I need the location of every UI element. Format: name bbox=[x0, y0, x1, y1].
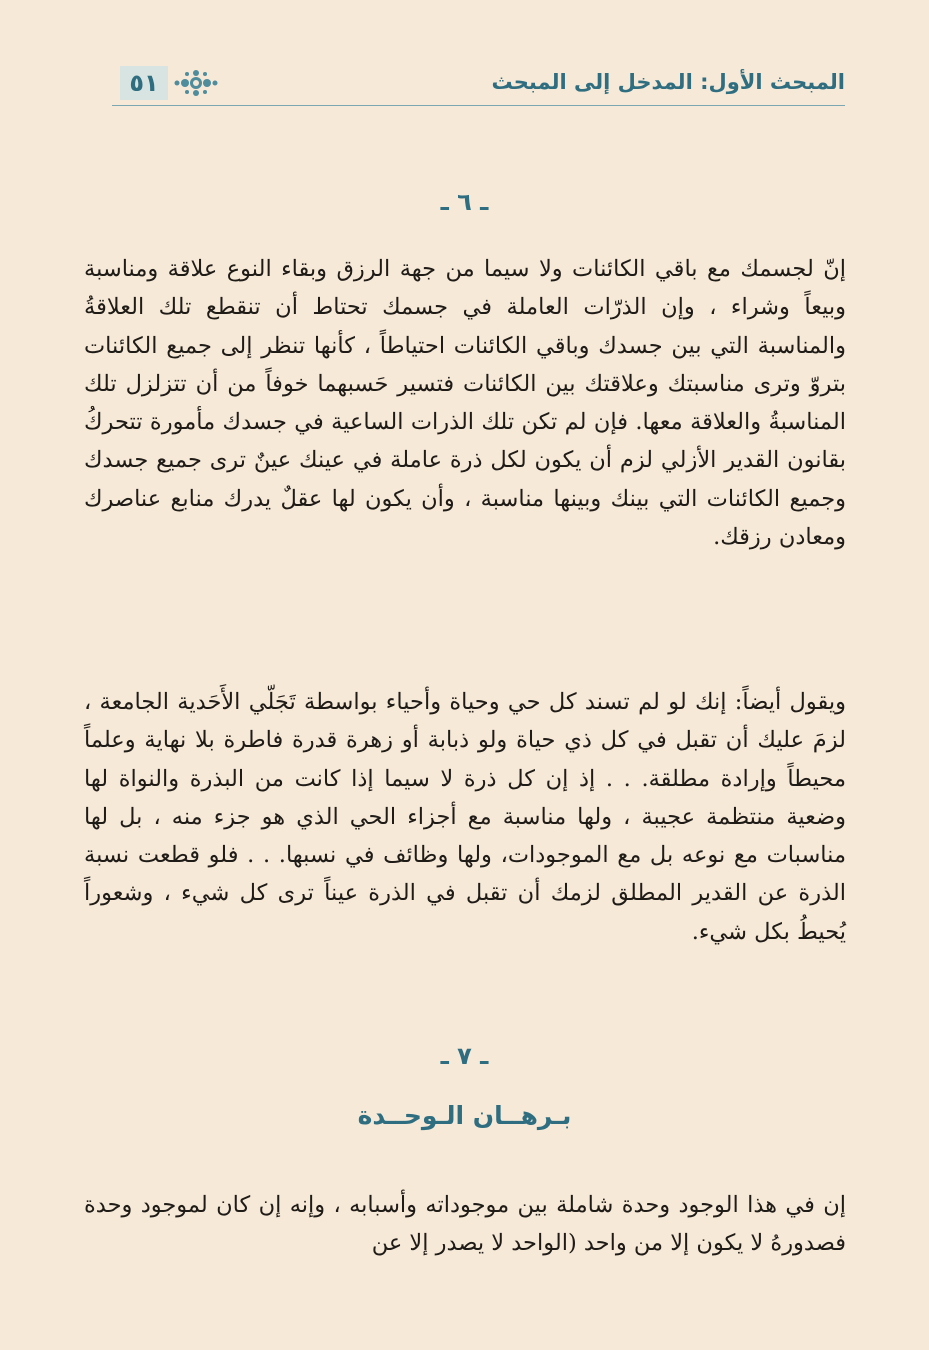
page-number: ٥١ bbox=[120, 66, 168, 100]
running-header bbox=[112, 62, 845, 106]
section-number-7: ـ ٧ ـ bbox=[440, 1042, 489, 1070]
running-title: المبحث الأول: المدخل إلى المبحث bbox=[491, 70, 845, 94]
section-heading: بـرهــان الـوحــدة bbox=[357, 1101, 572, 1130]
paragraph-1: إنّ لجسمك مع باقي الكائنات ولا سيما من جهة الرزق وبقاء النوع علاقة ومناسبة وبيعاً وشراء ، وإن الذرّات العاملة في جسمك تحتاط أن تنقطع تلك العلاقةُ والمناسبة التي بين جسدك وباقي الكائنات احتياطاً ، كأنها تنظر إلى جميع الكائنات بتروّ وترى مناسبتك وعلاقتك بين الكائنات فتسير حَسبهما خوفاً من أن تتزلزل تلك المناسبةُ والعلاقة معها. فإن لم تكن تلك الذرات الساعية في جسدك مأمورة تتحركُ بقانون القدير الأزلي لزم أن يكون لكل ذرة عاملة في عينك عينٌ ترى جميع جسدك وجميع الكائنات التي بينك وبينها مناسبة ، وأن يكون لها عقلٌ يدرك منابع عناصرك ومعادن رزقك. bbox=[84, 256, 846, 551]
header-divider bbox=[112, 105, 845, 106]
paragraph-3: إن في هذا الوجود وحدة شاملة بين موجوداته وأسبابه ، وإنه إن كان لموجود وحدة فصدورهُ لا يكون إلا من واحد (الواحد لا يصدر إلا عن bbox=[84, 1192, 846, 1257]
section-number-6: ـ ٦ ـ bbox=[440, 188, 489, 216]
paragraph-2: ويقول أيضاً: إنك لو لم تسند كل حي وحياة وأحياء بواسطة تَجَلّي الأَحَدية الجامعة ، لزمَ عليك أن تقبل في كل ذي حياة ولو ذبابة أو زهرة قدرة فاطرة بلا نهاية وعلماً محيطاً وإرادة مطلقة. . . إذ إن كل ذرة لا سيما إذا كانت من البذرة والنواة لها وضعية منتظمة عجيبة ، ولها مناسبة مع أجزاء الحي الذي هو جزء منه ، بل لها مناسبات مع نوعه بل مع الموجودات، ولها وظائف في نسبها. . . فلو قطعت نسبة الذرة عن القدير المطلق لزمك أن تقبل في الذرة عيناً ترى كل شيء ، وشعوراً يُحيطُ بكل شيء. bbox=[84, 689, 846, 945]
floral-ornament-icon bbox=[170, 66, 222, 100]
